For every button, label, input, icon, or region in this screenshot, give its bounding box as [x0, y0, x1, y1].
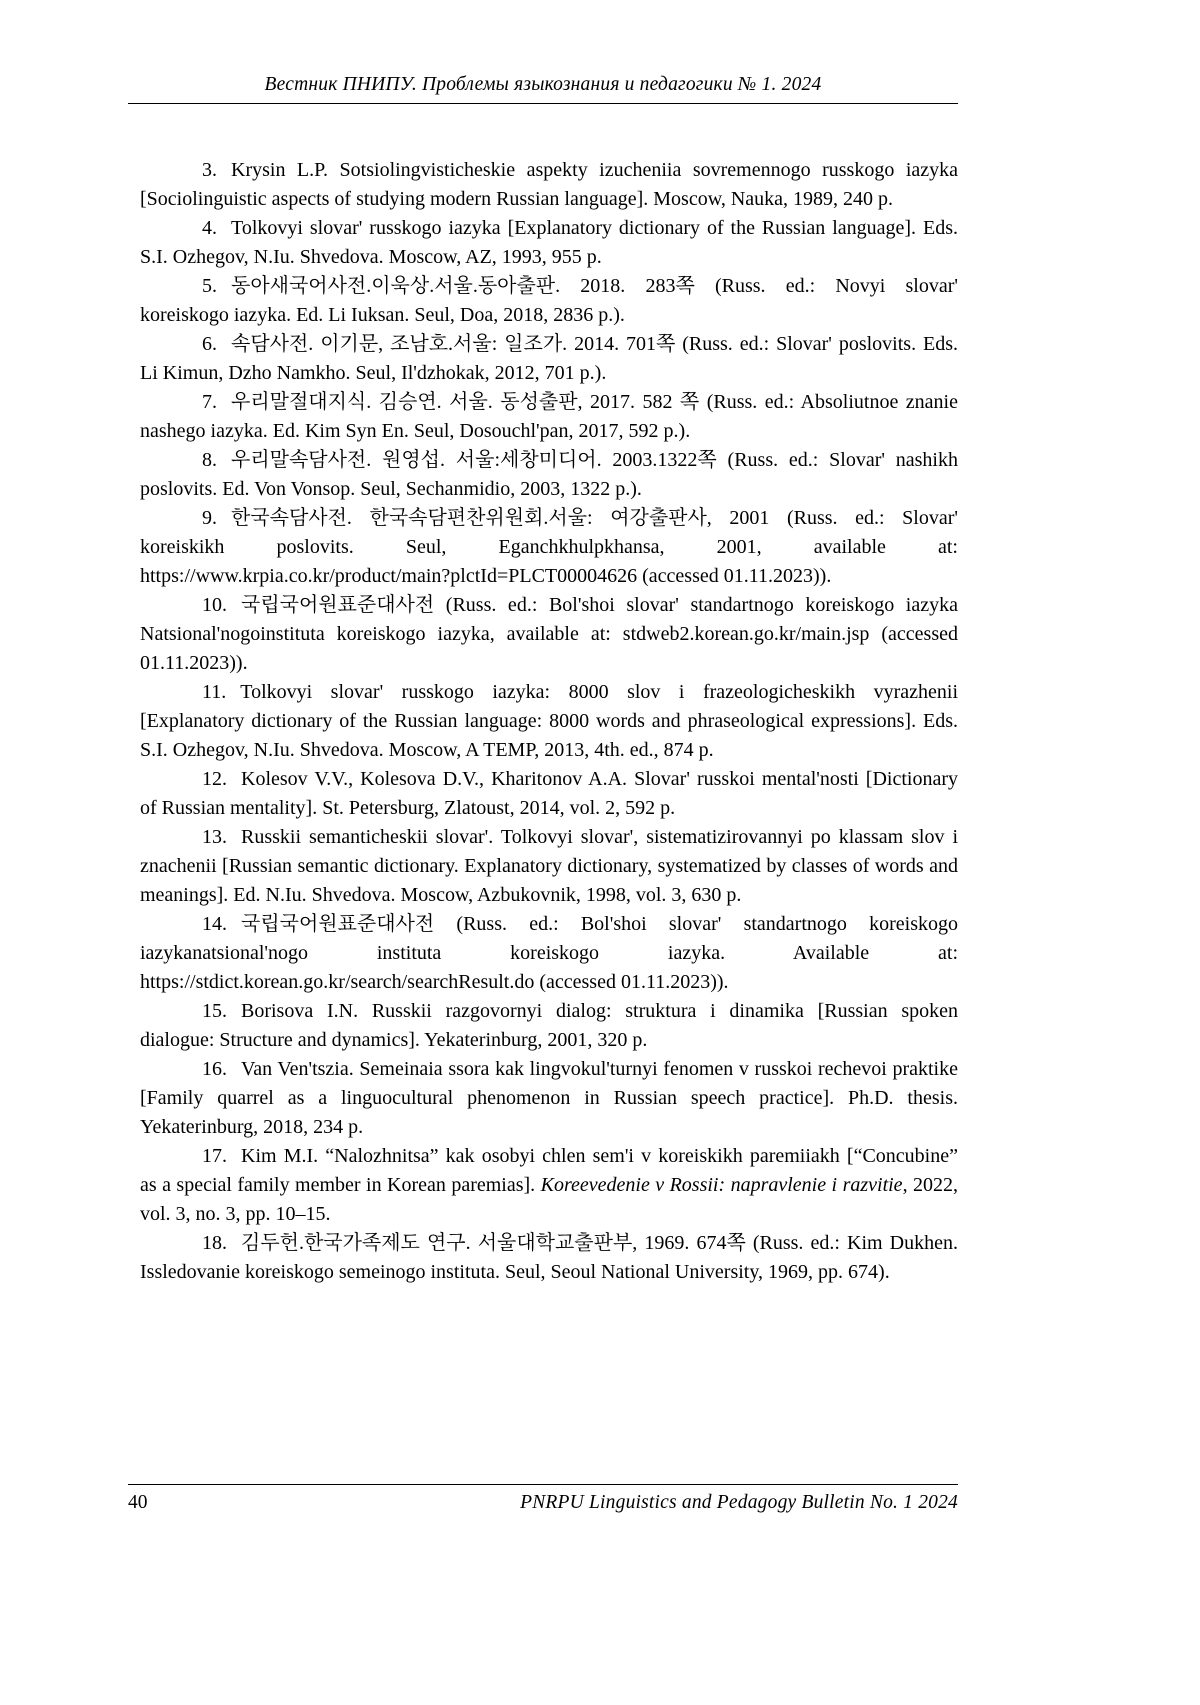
reference-item [140, 330, 958, 388]
reference-text: 국립국어원표준대사전 (Russ. ed.: Bol'shoi slovar' standartnogo koreiskogo iazyka Natsional'nogoinstituta koreiskogo iazyka, available at: stdweb2.korean.go.kr/main.jsp (accessed 01.11.2023)). [140, 594, 958, 674]
reference-item [140, 823, 958, 910]
reference-text-italic: Koreevedenie v Rossii: napravlenie i razvitie [540, 1174, 903, 1196]
reference-item [140, 1055, 958, 1142]
reference-item [140, 504, 958, 591]
reference-text: , 2022, vol. 3, no. 3, pp. 10–15. [140, 1174, 959, 1225]
references-list [140, 156, 958, 1287]
reference-number: 8. [202, 449, 217, 471]
reference-text: Tolkovyi slovar' russkogo iazyka [Explanatory dictionary of the Russian language]. Eds. S.I. Ozhegov, N.Iu. Shvedova. Moscow, AZ, 1993, 955 p. [140, 217, 958, 268]
reference-item [140, 910, 958, 997]
reference-number: 9. [202, 507, 217, 529]
reference-item [140, 591, 958, 678]
reference-number: 11. [202, 681, 227, 703]
reference-text: 우리말절대지식. 김승연. 서울. 동성출판, 2017. 582 쪽 (Russ. ed.: Absoliutnoe znanie nashego iazyka. Ed. Kim Syn En. Seul, Dosouchl'pan, 2017, 592 p.). [140, 391, 958, 442]
reference-item [140, 1142, 958, 1229]
reference-item [140, 1229, 958, 1287]
reference-item [140, 156, 958, 214]
reference-text: Borisova I.N. Russkii razgovornyi dialog: struktura i dinamika [Russian spoken dialogue: Structure and dynamics]. Yekaterinburg, 2001, 320 p. [140, 1000, 958, 1051]
reference-text: 동아새국어사전.이욱상.서울.동아출판. 2018. 283쪽 (Russ. ed.: Novyi slovar' koreiskogo iazyka. Ed. Li Iuksan. Seul, Doa, 2018, 2836 p.). [140, 275, 958, 326]
page-footer [128, 1484, 958, 1514]
running-title: Вестник ПНИПУ. Проблемы языкознания и педагогики № 1. 2024 [264, 74, 822, 95]
reference-text: 우리말속담사전. 원영섭. 서울:세창미디어. 2003.1322쪽 (Russ. ed.: Slovar' nashikh poslovits. Ed. Von Vonsop. Seul, Sechanmidio, 2003, 1322 p.). [140, 449, 958, 500]
reference-text: Russkii semanticheskii slovar'. Tolkovyi slovar', sistematizirovannyi po klassam slov i znachenii [Russian semantic dictionary. Explanatory dictionary, systematized by classes of words and meanings]. Ed. N.Iu. Shvedova. Moscow, Azbukovnik, 1998, vol. 3, 630 p. [140, 826, 958, 906]
reference-number: 18. [202, 1232, 227, 1254]
page-header [128, 74, 958, 104]
reference-text: Krysin L.P. Sotsiolingvisticheskie aspekty izucheniia sovremennogo russkogo iazyka [Sociolinguistic aspects of studying modern Russian language]. Moscow, Nauka, 1989, 240 p. [140, 159, 958, 210]
reference-item [140, 678, 958, 765]
reference-item [140, 446, 958, 504]
reference-number: 14. [202, 913, 227, 935]
reference-text: Kolesov V.V., Kolesova D.V., Kharitonov A.A. Slovar' russkoi mental'nosti [Dictionary of Russian mentality]. St. Petersburg, Zlatoust, 2014, vol. 2, 592 p. [140, 768, 958, 819]
reference-text: 김두헌.한국가족제도 연구. 서울대학교출판부, 1969. 674쪽 (Russ. ed.: Kim Dukhen. Issledovanie koreiskogo semeinogo instituta. Seul, Seoul National University, 1969, pp. 674). [140, 1232, 958, 1283]
reference-text: 국립국어원표준대사전 (Russ. ed.: Bol'shoi slovar' standartnogo koreiskogo iazykanatsional'nogo instituta koreiskogo iazyka. Available at: https://stdict.korean.go.kr/search/searchResult.do (accessed 01.11.2023)). [140, 913, 958, 993]
reference-number: 17. [202, 1145, 227, 1167]
reference-number: 6. [202, 333, 217, 355]
journal-title: PNRPU Linguistics and Pedagogy Bulletin No. 1 2024 [520, 1492, 958, 1513]
reference-number: 10. [202, 594, 227, 616]
reference-item [140, 388, 958, 446]
reference-text: Van Ven'tszia. Semeinaia ssora kak lingvokul'turnyi fenomen v russkoi rechevoi praktike [Family quarrel as a linguocultural phenomenon in Russian speech practice]. Ph.D. thesis. Yekaterinburg, 2018, 234 p. [140, 1058, 958, 1138]
reference-text: 한국속담사전. 한국속담편찬위원회.서울: 여강출판사, 2001 (Russ. ed.: Slovar' koreiskikh poslovits. Seul, Eganchkhulpkhansa, 2001, available at: https://www.krpia.co.kr/product/main?plctId=PLCT00004626 (accessed 01.11.2023)). [140, 507, 958, 587]
reference-number: 15. [202, 1000, 227, 1022]
reference-number: 5. [202, 275, 217, 297]
reference-item [140, 214, 958, 272]
reference-number: 3. [202, 159, 217, 181]
reference-number: 12. [202, 768, 227, 790]
reference-text: Kim M.I. “Nalozhnitsa” kak osobyi chlen sem'i v koreiskikh paremiiakh [“Concubine” as a special family member in Korean paremias]. [140, 1145, 958, 1196]
reference-number: 16. [202, 1058, 227, 1080]
reference-item [140, 997, 958, 1055]
reference-item [140, 765, 958, 823]
reference-number: 7. [202, 391, 217, 413]
reference-text: 속담사전. 이기문, 조남호.서울: 일조가. 2014. 701쪽 (Russ. ed.: Slovar' poslovits. Eds. Li Kimun, Dzho Namkho. Seul, Il'dzhokak, 2012, 701 p.). [140, 333, 958, 384]
reference-item [140, 272, 958, 330]
reference-number: 13. [202, 826, 227, 848]
reference-text: Tolkovyi slovar' russkogo iazyka: 8000 slov i frazeologicheskikh vyrazhenii [Explanatory dictionary of the Russian language: 8000 words and phraseological expressions]. Eds. S.I. Ozhegov, N.Iu. Shvedova. Moscow, A TEMP, 2013, 4th. ed., 874 p. [140, 681, 958, 761]
reference-number: 4. [202, 217, 217, 239]
page-number: 40 [128, 1492, 148, 1513]
